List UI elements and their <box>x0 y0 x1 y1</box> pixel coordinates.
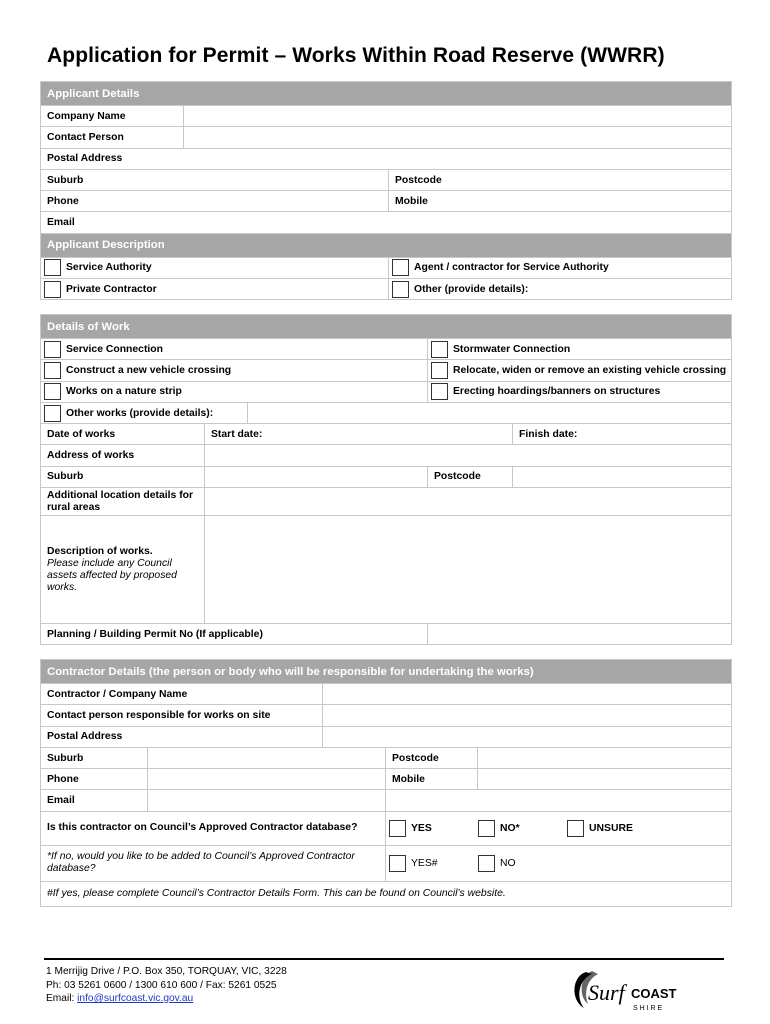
contractor-details-section <box>40 659 731 907</box>
phone-label: Phone <box>47 195 79 207</box>
approved-question: Is this contractor on Council’s Approved Contractor database? <box>41 811 386 845</box>
start-date-label: Start date: <box>211 428 263 440</box>
agent-contractor-checkbox[interactable] <box>392 259 409 276</box>
contractor-mobile-label: Mobile <box>386 769 478 790</box>
approved-yes-checkbox[interactable] <box>389 820 406 837</box>
address-of-works-field[interactable] <box>205 445 732 466</box>
add-no-label: NO <box>500 857 516 869</box>
service-connection-label: Service Connection <box>66 343 164 355</box>
postcode-field[interactable] <box>389 169 732 190</box>
other-works-field[interactable] <box>248 402 732 423</box>
service-authority-label: Service Authority <box>66 262 152 274</box>
works-postcode-label: Postcode <box>428 466 513 487</box>
add-answers <box>386 845 732 881</box>
agent-contractor-option <box>389 257 732 278</box>
suburb-field[interactable] <box>41 169 389 190</box>
contractor-email-field-extra[interactable] <box>386 790 732 811</box>
details-of-work-section <box>40 314 731 645</box>
private-contractor-option <box>41 279 389 300</box>
contractor-company-label: Contractor / Company Name <box>41 684 323 705</box>
logo-coast: COAST <box>631 986 677 1001</box>
email-field[interactable] <box>41 212 732 233</box>
hoardings-checkbox[interactable] <box>431 383 448 400</box>
contractor-email-label: Email <box>41 790 148 811</box>
contractor-postcode-field[interactable] <box>478 747 732 768</box>
approved-unsure-label: UNSURE <box>589 822 633 834</box>
additional-location-label: Additional location details for rural areas <box>41 488 205 516</box>
finish-date-field[interactable] <box>513 424 732 445</box>
footer-address: 1 Merrijig Drive / P.O. Box 350, TORQUAY, VIC, 3228 <box>46 966 287 977</box>
finish-date-label: Finish date: <box>519 428 578 440</box>
date-of-works-label: Date of works <box>41 424 205 445</box>
service-connection-option <box>41 339 428 360</box>
page-title: Application for Permit – Works Within Road Reserve (WWRR) <box>47 44 665 67</box>
other-applicant-option <box>389 279 732 300</box>
works-postcode-field[interactable] <box>513 466 732 487</box>
site-contact-label: Contact person responsible for works on site <box>41 705 323 726</box>
contractor-email-field[interactable] <box>148 790 386 811</box>
surf-coast-shire-logo <box>568 966 693 1014</box>
approved-yes-label: YES <box>411 822 432 834</box>
footer-email-line <box>46 992 287 1006</box>
contact-person-field[interactable] <box>184 127 732 148</box>
contractor-mobile-field[interactable] <box>478 769 732 790</box>
approved-no-label: NO* <box>500 822 520 834</box>
contractor-details-header: Contractor Details (the person or body who will be responsible for undertaking the works) <box>41 660 732 684</box>
applicant-details-header: Applicant Details <box>41 82 732 106</box>
additional-location-field[interactable] <box>205 488 732 516</box>
relocate-crossing-label: Relocate, widen or remove an existing vehicle crossing <box>453 364 727 376</box>
applicant-section <box>40 81 731 300</box>
footer-phone: Ph: 03 5261 0600 / 1300 610 600 / Fax: 5261 0525 <box>46 979 277 991</box>
site-contact-field[interactable] <box>323 705 732 726</box>
postal-address-field[interactable] <box>41 148 732 169</box>
planning-permit-label: Planning / Building Permit No (If applicable) <box>47 628 263 640</box>
contractor-postal-field[interactable] <box>323 726 732 747</box>
private-contractor-label: Private Contractor <box>66 283 157 295</box>
other-applicant-checkbox[interactable] <box>392 281 409 298</box>
stormwater-connection-option <box>428 339 732 360</box>
nature-strip-label: Works on a nature strip <box>66 386 182 398</box>
planning-permit-field[interactable] <box>428 624 732 645</box>
mobile-field[interactable] <box>389 191 732 212</box>
new-vehicle-crossing-label: Construct a new vehicle crossing <box>66 364 232 376</box>
approved-answers <box>386 811 732 845</box>
logo-shire: S H I R E <box>633 1005 663 1012</box>
agent-contractor-label: Agent / contractor for Service Authority <box>414 262 609 274</box>
approved-no-checkbox[interactable] <box>478 820 495 837</box>
suburb-label: Suburb <box>47 174 84 186</box>
footer-divider <box>44 958 724 960</box>
service-connection-checkbox[interactable] <box>44 341 61 358</box>
relocate-crossing-option <box>428 360 732 381</box>
planning-permit-label-cell <box>41 624 428 645</box>
approved-unsure-checkbox[interactable] <box>567 820 584 837</box>
other-applicant-label: Other (provide details): <box>414 283 529 295</box>
contractor-suburb-label: Suburb <box>41 747 148 768</box>
description-of-works-cell <box>41 516 205 624</box>
details-of-work-header: Details of Work <box>41 315 732 339</box>
relocate-crossing-checkbox[interactable] <box>431 362 448 379</box>
add-no-checkbox[interactable] <box>478 855 495 872</box>
add-question: *If no, would you like to be added to Council’s Approved Contractor database? <box>41 845 386 881</box>
hoardings-option <box>428 381 732 402</box>
works-suburb-label: Suburb <box>41 466 205 487</box>
other-works-option <box>41 402 248 423</box>
service-authority-option <box>41 257 389 278</box>
description-of-works-hint: Please include any Council assets affected by proposed works. <box>47 557 177 593</box>
footer-email-link[interactable]: info@surfcoast.vic.gov.au <box>77 993 194 1004</box>
nature-strip-option <box>41 381 428 402</box>
contractor-company-field[interactable] <box>323 684 732 705</box>
add-yes-label: YES# <box>411 857 438 869</box>
postal-address-label: Postal Address <box>47 153 123 165</box>
footer-email-label: Email: <box>46 993 78 1004</box>
company-name-label: Company Name <box>41 106 184 127</box>
nature-strip-checkbox[interactable] <box>44 383 61 400</box>
stormwater-connection-checkbox[interactable] <box>431 341 448 358</box>
contact-person-label: Contact Person <box>41 127 184 148</box>
other-works-checkbox[interactable] <box>44 405 61 422</box>
start-date-field[interactable] <box>205 424 513 445</box>
other-works-label: Other works (provide details): <box>66 407 214 419</box>
contractor-phone-field[interactable] <box>148 769 386 790</box>
mobile-label: Mobile <box>395 195 428 207</box>
works-suburb-field[interactable] <box>205 466 428 487</box>
contractor-note: #If yes, please complete Council’s Contractor Details Form. This can be found on Council’s website. <box>41 881 732 906</box>
new-vehicle-crossing-checkbox[interactable] <box>44 362 61 379</box>
email-label: Email <box>47 217 75 229</box>
private-contractor-checkbox[interactable] <box>44 281 61 298</box>
contractor-postal-label: Postal Address <box>41 726 323 747</box>
applicant-description-header: Applicant Description <box>41 233 732 257</box>
stormwater-connection-label: Stormwater Connection <box>453 343 571 355</box>
contractor-phone-label: Phone <box>41 769 148 790</box>
phone-field[interactable] <box>41 191 389 212</box>
address-of-works-label: Address of works <box>41 445 205 466</box>
description-of-works-field[interactable] <box>205 516 732 624</box>
company-name-field[interactable] <box>184 106 732 127</box>
add-yes-checkbox[interactable] <box>389 855 406 872</box>
postcode-label: Postcode <box>395 174 442 186</box>
service-authority-checkbox[interactable] <box>44 259 61 276</box>
footer-contact <box>46 965 287 1006</box>
hoardings-label: Erecting hoardings/banners on structures <box>453 386 661 398</box>
contractor-suburb-field[interactable] <box>148 747 386 768</box>
description-of-works-label: Description of works. <box>47 545 153 557</box>
contractor-postcode-label: Postcode <box>386 747 478 768</box>
new-vehicle-crossing-option <box>41 360 428 381</box>
logo-script: Surf <box>588 980 625 1005</box>
